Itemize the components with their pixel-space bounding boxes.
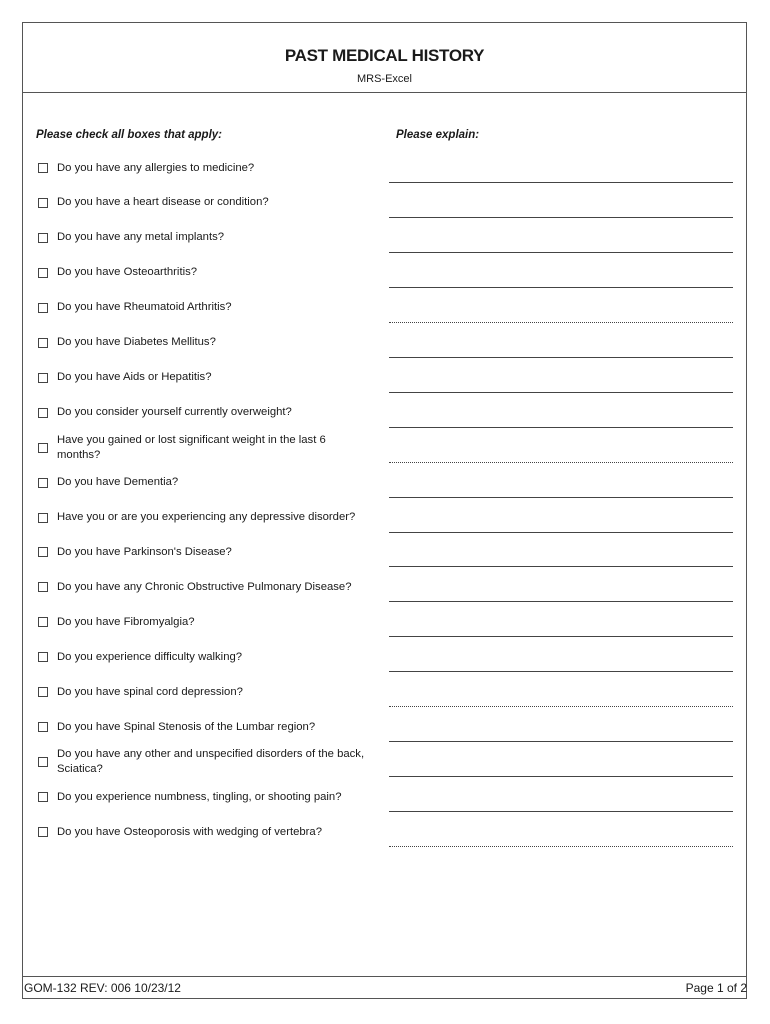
question-checkbox[interactable]: [38, 757, 48, 767]
question-text: Do you have Parkinson's Disease?: [57, 545, 232, 558]
question-row: [38, 221, 368, 255]
question-row: [38, 431, 368, 465]
question-row: [38, 745, 368, 779]
question-text: Do you have any metal implants?: [57, 231, 225, 244]
question-text: Do you have Dementia?: [57, 476, 179, 489]
question-row: [38, 256, 368, 290]
question-checkbox[interactable]: [38, 547, 48, 557]
question-checkbox[interactable]: [38, 338, 48, 348]
question-row: [38, 780, 368, 814]
explanation-field[interactable]: [389, 566, 733, 567]
question-row: [38, 186, 368, 220]
question-checkbox[interactable]: [38, 303, 48, 313]
question-text: Do you have any allergies to medicine?: [57, 161, 255, 174]
question-row: [38, 710, 368, 744]
question-checkbox[interactable]: [38, 268, 48, 278]
question-text: Do you have Aids or Hepatitis?: [57, 371, 212, 384]
question-text: Do you have Fibromyalgia?: [57, 615, 195, 628]
explanation-field[interactable]: [389, 846, 733, 847]
question-checkbox[interactable]: [38, 687, 48, 697]
question-row: [38, 326, 368, 360]
question-checkbox[interactable]: [38, 163, 48, 173]
question-text: Do you have Spinal Stenosis of the Lumbar region?: [57, 720, 316, 733]
question-text: Do you experience numbness, tingling, or shooting pain?: [57, 790, 342, 803]
question-text: Do you have any Chronic Obstructive Pulmonary Disease?: [57, 580, 352, 593]
question-checkbox[interactable]: [38, 198, 48, 208]
explanation-field[interactable]: [389, 497, 733, 498]
question-row: [38, 535, 368, 569]
question-checkbox[interactable]: [38, 513, 48, 523]
explanation-field[interactable]: [389, 741, 733, 742]
page-number: Page 1 of 2: [685, 981, 747, 995]
question-text: Do you have spinal cord depression?: [57, 685, 243, 698]
page-subtitle: MRS-Excel: [356, 73, 412, 85]
explanation-field[interactable]: [389, 357, 733, 358]
explanation-field[interactable]: [389, 706, 733, 707]
explanation-field[interactable]: [389, 322, 733, 323]
question-row: [38, 361, 368, 395]
explanation-field[interactable]: [389, 811, 733, 812]
question-checkbox[interactable]: [38, 373, 48, 383]
question-checkbox[interactable]: [38, 233, 48, 243]
question-text: Have you gained or lost significant weight in the last 6 months?: [57, 433, 326, 461]
question-text: Do you experience difficulty walking?: [57, 650, 243, 663]
explanation-field[interactable]: [389, 217, 733, 218]
question-checkbox[interactable]: [38, 582, 48, 592]
explanation-field[interactable]: [389, 532, 733, 533]
question-text: Do you have a heart disease or condition?: [57, 196, 269, 209]
question-row: [38, 675, 368, 709]
explanation-field[interactable]: [389, 252, 733, 253]
explanation-field[interactable]: [389, 601, 733, 602]
question-checkbox[interactable]: [38, 827, 48, 837]
explanation-field[interactable]: [389, 287, 733, 288]
explanation-field[interactable]: [389, 182, 733, 183]
question-checkbox[interactable]: [38, 722, 48, 732]
question-row: [38, 815, 368, 849]
form-revision: GOM-132 REV: 006 10/23/12: [24, 981, 181, 995]
question-row: [38, 466, 368, 500]
explanation-field[interactable]: [389, 462, 733, 463]
question-text: Do you have Osteoarthritis?: [57, 266, 198, 279]
question-text: Do you consider yourself currently overweight?: [57, 406, 292, 419]
page-title: PAST MEDICAL HISTORY: [284, 46, 485, 65]
question-checkbox[interactable]: [38, 792, 48, 802]
question-checkbox[interactable]: [38, 443, 48, 453]
explanation-field[interactable]: [389, 776, 733, 777]
question-text: Do you have any other and unspecified disorders of the back, Sciatica?: [57, 748, 365, 776]
question-row: [38, 151, 368, 185]
question-row: [38, 396, 368, 430]
form-header: [22, 22, 747, 93]
explanation-field[interactable]: [389, 671, 733, 672]
explanation-field[interactable]: [389, 392, 733, 393]
question-row: [38, 570, 368, 604]
question-row: [38, 501, 368, 535]
question-text: Do you have Rheumatoid Arthritis?: [57, 301, 232, 314]
question-row: [38, 291, 368, 325]
explanation-field[interactable]: [389, 636, 733, 637]
form-footer: [22, 976, 747, 999]
question-row: [38, 640, 368, 674]
question-checkbox[interactable]: [38, 478, 48, 488]
question-text: Have you or are you experiencing any depressive disorder?: [57, 511, 356, 523]
question-text: Do you have Osteoporosis with wedging of vertebra?: [57, 825, 322, 838]
question-text: Do you have Diabetes Mellitus?: [57, 336, 216, 349]
explanation-field[interactable]: [389, 427, 733, 428]
question-checkbox[interactable]: [38, 652, 48, 662]
checkbox-column-heading: Please check all boxes that apply:: [36, 129, 222, 141]
question-checkbox[interactable]: [38, 617, 48, 627]
explain-column-heading: Please explain:: [396, 129, 480, 141]
question-checkbox[interactable]: [38, 408, 48, 418]
question-row: [38, 605, 368, 639]
